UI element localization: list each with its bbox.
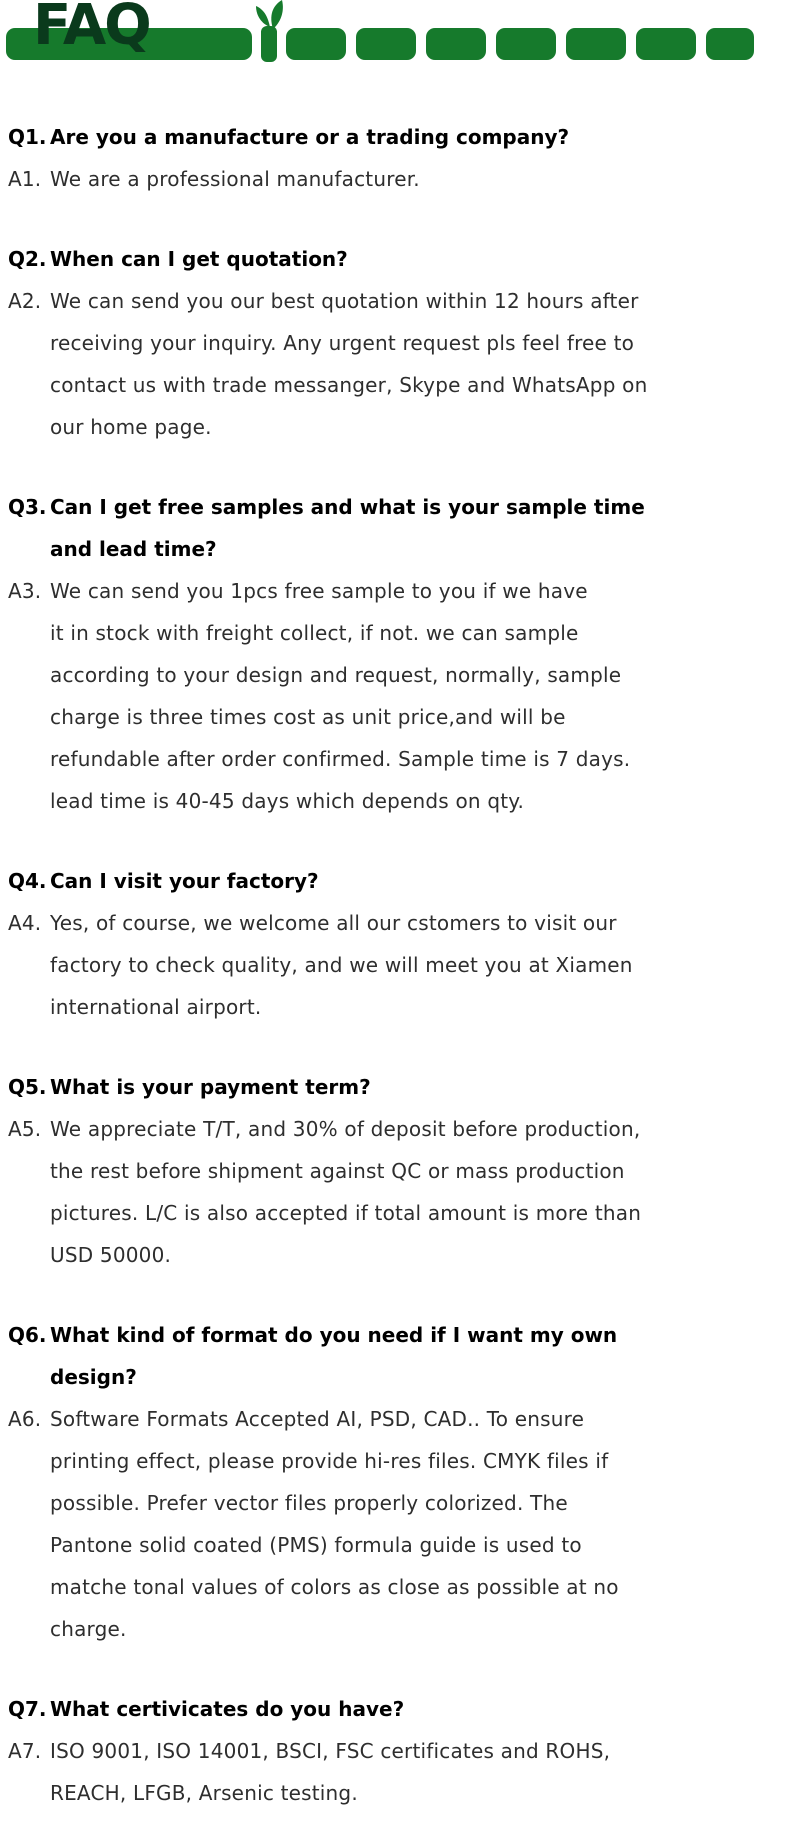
answer-line: Pantone solid coated (PMS) formula guide is used to — [50, 1533, 582, 1557]
question-label: Q2. — [8, 247, 47, 271]
question-row — [8, 1066, 782, 1108]
question-line: What kind of format do you need if I want my own — [50, 1323, 618, 1347]
question-line: Can I get free samples and what is your sample time — [50, 495, 645, 519]
answer-line: the rest before shipment against QC or mass production — [50, 1159, 625, 1183]
question-row — [8, 116, 782, 158]
question-text — [50, 238, 782, 280]
answer-line: Yes, of course, we welcome all our cstomers to visit our — [50, 911, 617, 935]
answer-line: matche tonal values of colors as close as possible at no — [50, 1575, 619, 1599]
answer-row — [8, 280, 782, 448]
question-text — [50, 486, 782, 570]
question-label: Q3. — [8, 495, 47, 519]
answer-label: A6. — [8, 1407, 42, 1431]
answer-line: factory to check quality, and we will meet you at Xiamen — [50, 953, 633, 977]
bamboo-segment — [496, 28, 556, 60]
answer-line: contact us with trade messanger, Skype and WhatsApp on — [50, 373, 648, 397]
answer-line: printing effect, please provide hi-res files. CMYK files if — [50, 1449, 609, 1473]
answer-line: We can send you 1pcs free sample to you if we have — [50, 579, 588, 603]
faq-item — [8, 860, 782, 1028]
answer-label: A7. — [8, 1739, 42, 1763]
answer-line: We can send you our best quotation within 12 hours after — [50, 289, 639, 313]
question-text — [50, 1066, 782, 1108]
faq-item — [8, 116, 782, 200]
answer-line: ISO 9001, ISO 14001, BSCI, FSC certificates and ROHS, — [50, 1739, 611, 1763]
answer-row — [8, 1398, 782, 1650]
answer-row — [8, 1730, 782, 1814]
answer-text — [50, 1730, 782, 1814]
bamboo-node — [261, 26, 277, 62]
answer-line: We are a professional manufacturer. — [50, 167, 420, 191]
bamboo-segment — [566, 28, 626, 60]
question-row — [8, 486, 782, 570]
bamboo-segment — [356, 28, 416, 60]
question-line: When can I get quotation? — [50, 247, 348, 271]
answer-line: charge is three times cost as unit price,and will be — [50, 705, 566, 729]
question-line: and lead time? — [50, 537, 217, 561]
faq-item — [8, 1688, 782, 1814]
answer-text — [50, 1108, 782, 1276]
answer-label: A4. — [8, 911, 42, 935]
question-label: Q7. — [8, 1697, 47, 1721]
question-row — [8, 1688, 782, 1730]
answer-line: charge. — [50, 1617, 127, 1641]
question-line: Are you a manufacture or a trading company? — [50, 125, 570, 149]
answer-row — [8, 1108, 782, 1276]
question-text — [50, 116, 782, 158]
answer-line: according to your design and request, normally, sample — [50, 663, 622, 687]
answer-line: it in stock with freight collect, if not. we can sample — [50, 621, 579, 645]
faq-item — [8, 486, 782, 822]
question-row — [8, 238, 782, 280]
answer-label: A1. — [8, 167, 42, 191]
answer-row — [8, 902, 782, 1028]
answer-line: REACH, LFGB, Arsenic testing. — [50, 1781, 358, 1805]
answer-text — [50, 280, 782, 448]
answer-text — [50, 158, 782, 200]
page-title: FAQ — [33, 0, 150, 58]
faq-item — [8, 1314, 782, 1650]
bamboo-segment — [706, 28, 754, 60]
answer-row — [8, 570, 782, 822]
answer-line: Software Formats Accepted AI, PSD, CAD.. To ensure — [50, 1407, 585, 1431]
question-row — [8, 1314, 782, 1398]
answer-line: our home page. — [50, 415, 212, 439]
answer-text — [50, 1398, 782, 1650]
bamboo-segment — [636, 28, 696, 60]
question-line: What is your payment term? — [50, 1075, 371, 1099]
answer-line: possible. Prefer vector files properly colorized. The — [50, 1491, 568, 1515]
question-label: Q5. — [8, 1075, 47, 1099]
answer-label: A5. — [8, 1117, 42, 1141]
answer-line: international airport. — [50, 995, 262, 1019]
bamboo-leaf-icon — [256, 0, 283, 29]
answer-label: A3. — [8, 579, 42, 603]
faq-list — [0, 116, 790, 1814]
bamboo-segment — [426, 28, 486, 60]
question-text — [50, 860, 782, 902]
question-label: Q4. — [8, 869, 47, 893]
question-text — [50, 1314, 782, 1398]
answer-line: refundable after order confirmed. Sample time is 7 days. — [50, 747, 631, 771]
question-line: design? — [50, 1365, 137, 1389]
answer-label: A2. — [8, 289, 42, 313]
answer-line: USD 50000. — [50, 1243, 172, 1267]
answer-text — [50, 902, 782, 1028]
question-line: What certivicates do you have? — [50, 1697, 405, 1721]
answer-line: receiving your inquiry. Any urgent request pls feel free to — [50, 331, 635, 355]
question-label: Q1. — [8, 125, 47, 149]
question-text — [50, 1688, 782, 1730]
answer-line: pictures. L/C is also accepted if total amount is more than — [50, 1201, 642, 1225]
faq-item — [8, 1066, 782, 1276]
question-label: Q6. — [8, 1323, 47, 1347]
question-line: Can I visit your factory? — [50, 869, 319, 893]
answer-line: We appreciate T/T, and 30% of deposit before production, — [50, 1117, 641, 1141]
question-row — [8, 860, 782, 902]
faq-header — [0, 0, 790, 64]
answer-row — [8, 158, 782, 200]
faq-item — [8, 238, 782, 448]
bamboo-segment — [286, 28, 346, 60]
answer-line: lead time is 40-45 days which depends on qty. — [50, 789, 524, 813]
answer-text — [50, 570, 782, 822]
